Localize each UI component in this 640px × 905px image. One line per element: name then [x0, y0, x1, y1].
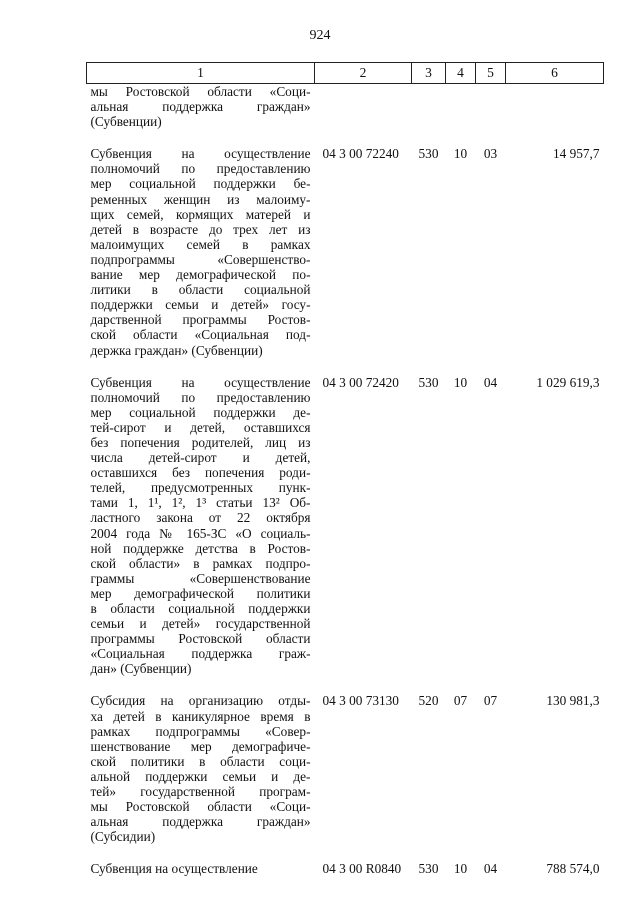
description-line: оставшихся без попечения роди-	[90, 465, 311, 481]
budget-code	[315, 84, 412, 139]
description-line: граммы «Совершенствование	[90, 570, 311, 586]
description-line: тей-сирот и детей, оставшихся	[90, 419, 311, 435]
column-header: 6	[506, 63, 604, 84]
section-code	[446, 84, 476, 139]
description-line: числа детей-сирот и детей,	[90, 450, 311, 466]
expense-type-code: 530	[418, 146, 439, 162]
table-row	[87, 367, 604, 686]
row-description	[87, 138, 315, 366]
expense-type-code: 530	[418, 861, 439, 877]
description-line: мер социальной поддержки де-	[90, 404, 311, 420]
expense-type-code	[412, 84, 446, 139]
amount-value: 788 574,0	[546, 861, 600, 877]
description-line: альная поддержка граждан»	[90, 814, 311, 830]
column-header: 1	[87, 63, 315, 84]
description-line: полномочий по предоставлению	[90, 161, 311, 177]
description-line: программы Ростовской области	[90, 631, 311, 647]
subsection-code: 04	[483, 861, 498, 877]
description-line: ластного закона от 22 октября	[90, 510, 311, 526]
description-line: ской политики в области соци-	[90, 753, 311, 769]
budget-code: 04 3 00 72420	[322, 374, 399, 390]
description-line: телей, предусмотренных пунк-	[90, 480, 311, 496]
description-line: семьи и детей» государственной	[90, 616, 311, 632]
amount-value	[506, 84, 604, 139]
description-line: дан» (Субвенции)	[90, 661, 192, 677]
column-header: 5	[476, 63, 506, 84]
description-line: «Социальная поддержка граж-	[90, 646, 311, 662]
amount-value: 14 957,7	[552, 146, 600, 162]
section-code: 07	[453, 693, 468, 709]
budget-code: 04 3 00 73130	[322, 693, 399, 709]
description-line: ской области «Социальная под-	[90, 327, 311, 343]
column-header: 3	[412, 63, 446, 84]
description-line: мы Ростовской области «Соци-	[90, 84, 311, 99]
subsection-code: 03	[483, 146, 498, 162]
subsection-code: 04	[483, 374, 498, 390]
description-line: ной поддержке детства в Ростов-	[90, 540, 311, 556]
description-line: мер демографической политики	[90, 585, 311, 601]
section-code: 10	[453, 374, 468, 390]
description-line: мер социальной поддержки бе-	[90, 176, 311, 192]
description-line: поддержки семьи и детей» госу-	[90, 297, 311, 313]
description-line: в области социальной поддержки	[90, 601, 311, 616]
row-description	[87, 685, 315, 853]
row-description	[87, 853, 315, 876]
description-line: полномочий по предоставлению	[90, 389, 311, 405]
table-row	[87, 84, 604, 139]
description-line: подпрограммы «Совершенство-	[90, 251, 311, 267]
column-header: 2	[315, 63, 412, 84]
expense-type-code: 520	[418, 693, 439, 709]
amount-value: 1 029 619,3	[536, 374, 600, 390]
description-line: (Субсидии)	[90, 829, 156, 845]
description-line: ской области» в рамках подпро-	[90, 555, 311, 571]
description-line: мы Ростовской области «Соци-	[90, 799, 311, 815]
amount-value: 130 981,3	[546, 693, 600, 709]
description-line: альная поддержка граждан»	[90, 99, 311, 115]
row-description	[87, 84, 315, 139]
description-line: Субвенция на осуществление	[90, 146, 311, 162]
table-row	[87, 138, 604, 366]
table-row	[87, 685, 604, 853]
section-code: 10	[453, 146, 468, 162]
description-line: альной поддержки семьи и де-	[90, 768, 311, 784]
column-header: 4	[446, 63, 476, 84]
column-number-header	[87, 63, 604, 84]
description-line: Субсидия на организацию отды-	[90, 693, 311, 709]
description-line: без попечения родителей, лиц из	[90, 434, 311, 450]
description-line: ременных женщин из малоиму-	[90, 191, 311, 207]
description-line: щих семей, кормящих матерей и	[90, 206, 311, 222]
budget-code: 04 3 00 R0840	[322, 861, 402, 877]
description-line: шенствование мер демографиче-	[90, 738, 311, 754]
description-line: Субвенция на осуществление	[90, 374, 311, 390]
subsection-code: 07	[483, 693, 498, 709]
description-line: вание мер демографической по-	[90, 267, 311, 283]
description-line: 2004 года № 165-ЗС «О социаль-	[90, 525, 311, 541]
table-row	[87, 853, 604, 876]
description-line: литики в области социальной	[90, 282, 311, 298]
description-line: детей в возрасте до трех лет из	[90, 221, 311, 237]
description-line: дарственной программы Ростов-	[90, 312, 311, 328]
description-line: тами 1, 1¹, 1², 1³ статьи 13² Об-	[90, 495, 311, 511]
description-line: (Субвенции)	[90, 114, 162, 130]
description-line: ха детей в каникулярное время в	[90, 708, 311, 724]
description-line: держка граждан» (Субвенции)	[90, 342, 263, 358]
description-line: малоимущих семей в рамках	[90, 236, 311, 252]
description-line: рамках подпрограммы «Совер-	[90, 723, 311, 739]
page-number: 924	[309, 28, 331, 43]
expense-type-code: 530	[418, 374, 439, 390]
description-line: Субвенция на осуществление	[90, 861, 258, 877]
budget-code: 04 3 00 72240	[322, 146, 399, 162]
section-code: 10	[453, 861, 468, 877]
subsection-code	[476, 84, 506, 139]
row-description	[87, 367, 315, 686]
budget-table	[86, 62, 604, 877]
description-line: тей» государственной програм-	[90, 784, 311, 800]
